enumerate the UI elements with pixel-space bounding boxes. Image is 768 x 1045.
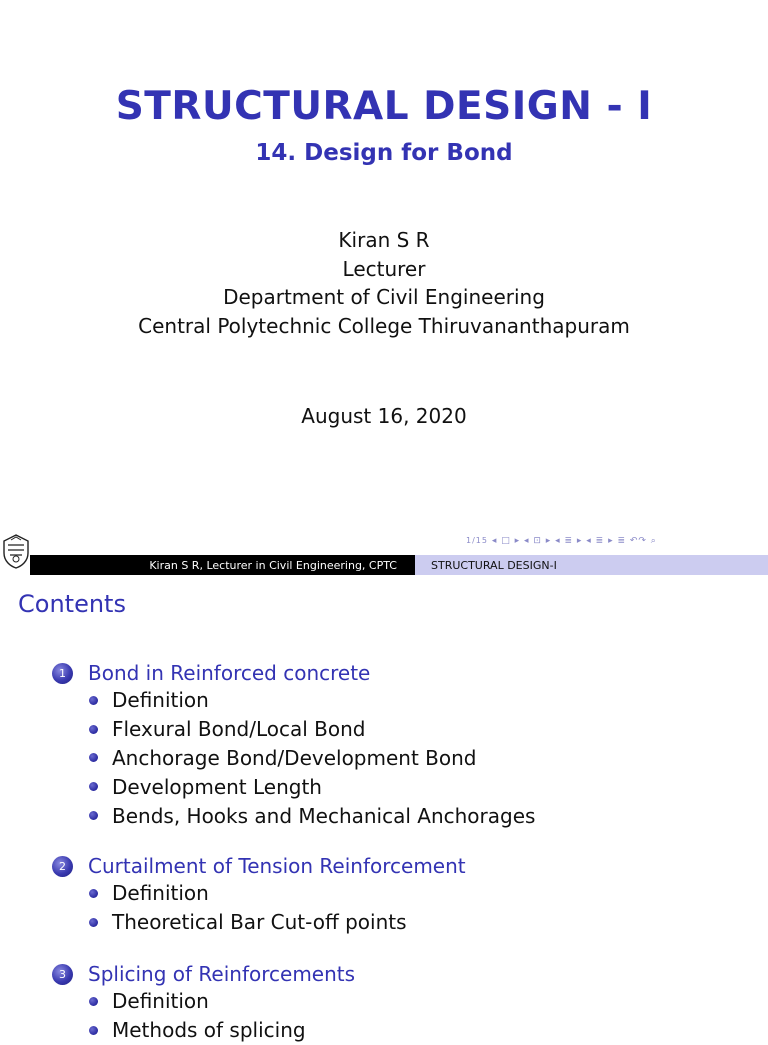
footer-course: STRUCTURAL DESIGN-I — [415, 555, 768, 575]
toc-section-3 — [52, 961, 355, 1045]
toc-section-title[interactable]: Curtailment of Tension Reinforcement — [88, 854, 466, 878]
toc-section-1 — [52, 660, 535, 830]
toc-subsection-list — [89, 879, 466, 937]
toc-subsection-label: Definition — [112, 688, 209, 713]
toc-section-title[interactable]: Bond in Reinforced concrete — [88, 661, 371, 685]
presentation-title: STRUCTURAL DESIGN - I — [115, 84, 653, 129]
footer-bar — [30, 555, 768, 575]
toc-subsection-list — [89, 987, 355, 1045]
contents-heading: Contents — [18, 590, 126, 618]
toc-subsection-label: Bends, Hooks and Mechanical Anchorages — [112, 803, 536, 828]
college-emblem-icon — [2, 533, 30, 569]
toc-section-head[interactable] — [52, 961, 355, 987]
toc-subsection-item[interactable] — [89, 801, 535, 830]
bullet-icon — [89, 889, 98, 898]
toc-section-head[interactable] — [52, 660, 535, 686]
contents-slide — [0, 576, 768, 1043]
toc-subsection-label: Theoretical Bar Cut-off points — [112, 910, 407, 935]
footer-author: Kiran S R, Lecturer in Civil Engineering, CPTC — [30, 555, 415, 575]
toc-subsection-item[interactable] — [89, 715, 535, 744]
toc-section-2 — [52, 853, 466, 937]
bullet-icon — [89, 725, 98, 734]
toc-subsection-item[interactable] — [89, 908, 466, 937]
bullet-icon — [89, 782, 98, 791]
bullet-icon — [89, 696, 98, 705]
toc-subsection-label: Flexural Bond/Local Bond — [112, 717, 366, 742]
bullet-icon — [89, 918, 98, 927]
toc-subsection-label: Methods of splicing — [112, 1018, 306, 1043]
toc-subsection-label: Development Length — [112, 774, 322, 799]
toc-section-title[interactable]: Splicing of Reinforcements — [88, 962, 356, 986]
beamer-navigation[interactable] — [466, 536, 657, 546]
section-number-badge: 1 — [52, 663, 73, 684]
author-name: Kiran S R — [338, 228, 430, 252]
toc-subsection-item[interactable] — [89, 879, 466, 908]
author-block — [0, 226, 768, 341]
bullet-icon — [89, 753, 98, 762]
page-indicator: 1/15 — [466, 536, 488, 545]
toc-subsection-item[interactable] — [89, 772, 535, 801]
bullet-icon — [89, 1026, 98, 1035]
section-number-badge: 3 — [52, 964, 73, 985]
navigation-symbols[interactable]: ◂ □ ▸ ◂ ⊡ ▸ ◂ ≣ ▸ ◂ ≣ ▸ ≣ ↶↷ ⌕ — [491, 536, 657, 546]
toc-subsection-label: Anchorage Bond/Development Bond — [112, 745, 477, 770]
toc-subsection-item[interactable] — [89, 1016, 355, 1045]
toc-subsection-list — [89, 686, 535, 830]
section-number-badge: 2 — [52, 856, 73, 877]
author-role: Lecturer — [342, 256, 426, 281]
bullet-icon — [89, 811, 98, 820]
toc-subsection-label: Definition — [112, 881, 209, 906]
toc-subsection-item[interactable] — [89, 987, 355, 1016]
presentation-subtitle: 14. Design for Bond — [255, 140, 513, 166]
toc-subsection-item[interactable] — [89, 744, 535, 773]
author-institution: Central Polytechnic College Thiruvananthapuram — [138, 314, 630, 339]
toc-section-head[interactable] — [52, 853, 466, 879]
author-department: Department of Civil Engineering — [223, 285, 545, 310]
presentation-date: August 16, 2020 — [301, 404, 467, 428]
toc-subsection-item[interactable] — [89, 686, 535, 715]
bullet-icon — [89, 997, 98, 1006]
toc-subsection-label: Definition — [112, 989, 209, 1014]
